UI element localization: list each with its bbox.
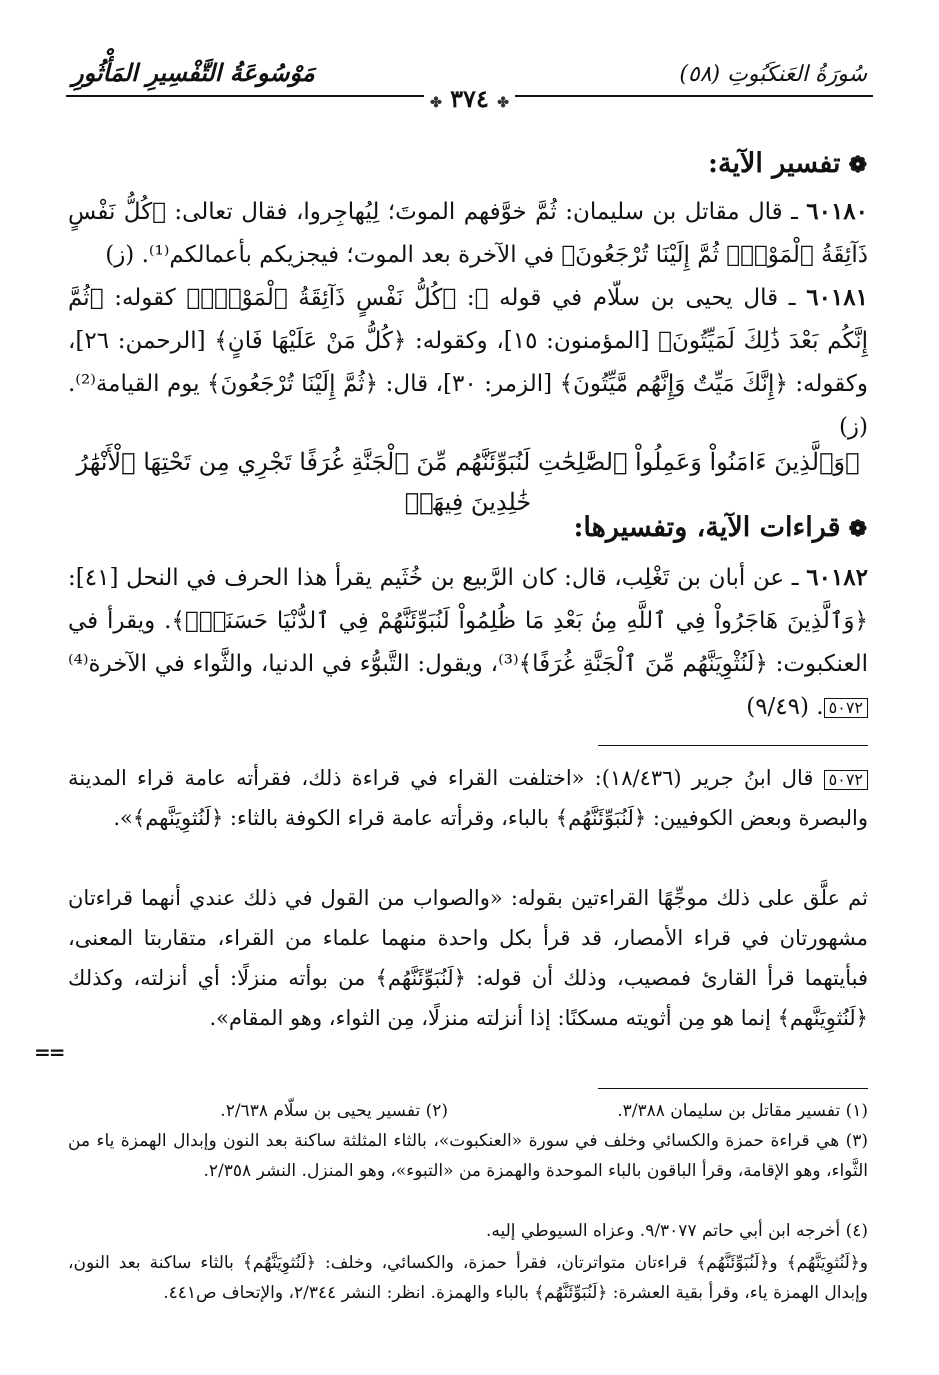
narration-text: ـ قال مقاتل بن سليمان: ثُمَّ خوَّفهم الموتَ؛ لِيُهاجِروا، فقال تعالى: ﴿كُلُّ نَفْسٍ ذَآئِقَةُ ٱلْمَوْتِۖ ثُمَّ إِلَيْنَا تُرْجَعُونَ﴾ في الآخرة بعد الموت؛ فيجزيكم بأعمالكم⁽¹⁾. (ز) bbox=[68, 199, 868, 268]
footnotes-row-1 bbox=[68, 1096, 868, 1126]
page-number-wrap bbox=[0, 84, 939, 113]
footnote-3: (٣) هي قراءة حمزة والكسائي وخلف في سورة «العنكبوت»، بالثاء المثلثة ساكنة بعد النون وإبدال الهمزة ياء من الثَّواء، وهو الإقامة، وقرأ الباقون بالباء الموحدة والهمزة من «التبوء»، وهو المنزل. النشر ٢/٣٥٨. bbox=[68, 1131, 868, 1181]
section-heading-tafsir bbox=[72, 148, 867, 179]
ornament-icon: ✤ bbox=[497, 95, 509, 111]
flower-icon: ❁ bbox=[848, 152, 867, 178]
narration-60182 bbox=[68, 556, 868, 732]
source-reference: . (٩/٤٩) bbox=[746, 694, 824, 720]
footnote-separator bbox=[598, 1088, 868, 1089]
page-number-text: ٣٧٤ bbox=[450, 84, 489, 113]
narration-60181 bbox=[68, 276, 868, 440]
commentary-box-number: ٥٠٧٢ bbox=[824, 770, 868, 790]
page-number bbox=[424, 84, 515, 113]
commentary-separator bbox=[598, 745, 868, 746]
narration-text: ـ قال يحيى بن سلّام في قوله ﷻ: ﴿كُلُّ نَفْسٍ ذَآئِقَةُ ٱلْمَوْتِۖ﴾ كقوله: ﴿ثُمَّ إِنَّكُم بَعْدَ ذَٰلِكَ لَمَيِّتُونَ﴾ [المؤمنون: ١٥]، وكقوله: ﴿كُلُّ مَنْ عَلَيْهَا فَانٍ﴾ [الرحمن: ٢٦]، وكقوله: ﴿إِنَّكَ مَيِّتٌ وَإِنَّهُم مَّيِّتُونَ﴾ [الزمر: ٣٠]، قال: ﴿ثُمَّ إِلَيْنَا تُرْجَعُونَ﴾ يوم القيامة⁽²⁾. (ز) bbox=[68, 285, 868, 440]
cross-reference-box: ٥٠٧٢ bbox=[824, 698, 868, 718]
section-heading-qiraat bbox=[72, 512, 867, 543]
commentary-note-continued bbox=[68, 878, 868, 1078]
flower-icon: ❁ bbox=[848, 516, 867, 542]
commentary-text: قال ابنُ جرير (١٨/٤٣٦): «اختلفت القراء في قراءة ذلك، فقرأته عامة قراء المدينة والبصرة وبعض الكوفيين: ﴿لَنُبَوِّئَنَّهُم﴾ بالباء، وقرأته عامة قراء الكوفة بالثاء: ﴿لَنُثوِيَنَّهم﴾». bbox=[68, 766, 868, 830]
footnote-4: (٤) أخرجه ابن أبي حاتم ٩/٣٠٧٧. وعزاه السيوطي إليه. bbox=[485, 1221, 868, 1241]
footnote-5: و﴿لَنُثوِيَنَّهُم﴾ و﴿لَنُبَوِّئَنَّهُم﴾ قراءتان متواترتان، فقرأ حمزة، والكسائي، وخلف: ﴿لَنُثوِيَنَّهُم﴾ بالثاء ساكنة بعد النون، وإبدال الهمزة ياء، وقرأ بقية العشرة: ﴿لَنُبَوِّئَنَّهُم﴾ بالباء والهمزة. انظر: النشر ٢/٣٤٤، والإتحاف ص٤٤١. bbox=[68, 1253, 868, 1303]
commentary-text: ثم علَّق على ذلك موجِّهًا القراءتين بقوله: «والصواب من القول في ذلك عندي أنهما قراءتان مشهورتان في قراء الأمصار، قد قرأ بكل واحدة منهما علماء من القراء، متقاربتا المعنى، فبأيتهما قرأ القارئ فمصيب، وذلك أن قوله: ﴿لَنُبَوِّئَنَّهُم﴾ من بوأته منزلًا: أي أنزلته، وكذلك ﴿لَنُثوِيَنَّهم﴾ إنما هو مِن أثويته مسكنًا: إذا أنزلته منزلًا، مِن الثواء، وهو المقام». bbox=[68, 886, 868, 1030]
narration-number: ٦٠١٨١ bbox=[806, 284, 868, 311]
footnote-1: (١) تفسير مقاتل بن سليمان ٣/٣٨٨. bbox=[617, 1101, 868, 1121]
commentary-note bbox=[68, 758, 868, 878]
narration-number: ٦٠١٨٢ bbox=[806, 564, 869, 591]
margin-mark: == bbox=[34, 1040, 64, 1064]
narration-number: ٦٠١٨٠ bbox=[806, 198, 869, 225]
narration-text: ـ عن أبان بن تَغْلِب، قال: كان الرَّبيع بن خُثَيم يقرأ هذا الحرف في النحل [٤١]: ﴿وَٱلَّذِينَ هَاجَرُواْ فِي ٱللَّهِ مِنۢ بَعْدِ مَا ظُلِمُواْ لَنُبَوِّئَنَّهُمْ فِي ٱلدُّنْيَا حَسَنَةًۖ﴾. ويقرأ في العنكبوت: ﴿لَنُثْوِيَنَّهُم مِّنَ ٱلْجَنَّةِ غُرَفًا﴾⁽³⁾، ويقول: التَّبوُّء في الدنيا، والثَّواء في الآخرة⁽⁴⁾ bbox=[68, 565, 868, 677]
section-heading-text: قراءات الآية، وتفسيرها: bbox=[573, 512, 841, 543]
section-heading-text: تفسير الآية: bbox=[708, 148, 841, 179]
running-header-surah: سُورَةُ العَنكَبُوتِ (٥٨) bbox=[679, 62, 867, 87]
footnote-2: (٢) تفسير يحيى بن سلّام ٢/٦٣٨. bbox=[220, 1101, 448, 1121]
narration-60180 bbox=[68, 190, 868, 276]
running-header-book-title: مَوْسُوعَةُ التَّفْسِيرِ المَأْثُورِ bbox=[72, 58, 315, 87]
ornament-icon: ✤ bbox=[430, 95, 442, 111]
quran-verse: ﴿وَٱلَّذِينَ ءَامَنُواْ وَعَمِلُواْ ٱلصَّٰلِحَٰتِ لَنُبَوِّئَنَّهُم مِّنَ ٱلْجَنَّةِ غُرَفًا تَجْرِي مِن تَحْتِهَا ٱلْأَنْهَٰرُ خَٰلِدِينَ فِيهَاۚ bbox=[76, 448, 860, 516]
